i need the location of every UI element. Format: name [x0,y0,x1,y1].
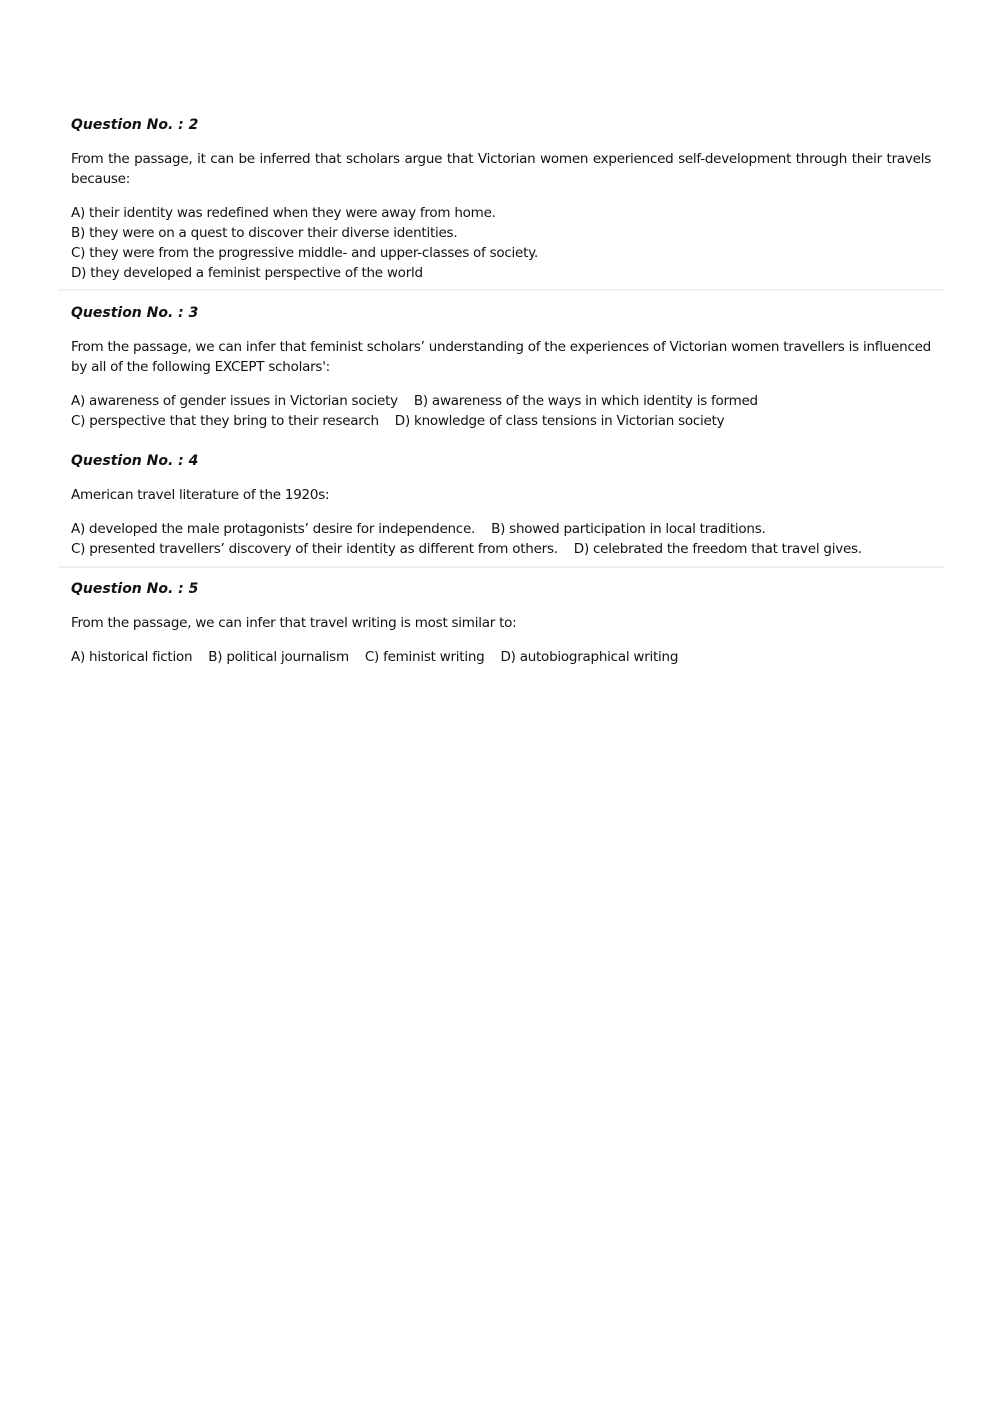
options-list [71,203,931,283]
option-a: A) developed the male protagonists’ desire for independence. [71,521,476,537]
options-list [71,391,931,431]
option-b: B) awareness of the ways in which identity is formed [413,393,758,409]
option-b: B) political journalism [208,649,349,665]
question-4 [71,451,931,559]
question-title: Question No. : 2 [71,117,199,133]
option-d: D) they developed a feminist perspective of the world [71,265,423,281]
question-divider [58,566,944,568]
option-a: A) awareness of gender issues in Victorian society [71,393,398,409]
question-5 [71,579,931,667]
question-text: American travel literature of the 1920s: [71,487,330,503]
question-title: Question No. : 5 [71,581,199,597]
question-title: Question No. : 4 [71,453,199,469]
option-c: C) perspective that they bring to their research [71,413,379,429]
options-list [71,647,931,667]
option-c: C) feminist writing [364,649,485,665]
option-c: C) presented travellers’ discovery of their identity as different from others. [71,541,558,557]
option-c: C) they were from the progressive middle- and upper-classes of society. [71,245,539,261]
option-row [71,519,931,539]
option-b: B) showed participation in local traditions. [491,521,766,537]
question-3 [71,303,931,431]
option-a: A) their identity was redefined when they were away from home. [71,205,496,221]
question-text: From the passage, it can be inferred that scholars argue that Victorian women experienced self-development through their travels because: [71,151,931,187]
option-d: D) celebrated the freedom that travel gives. [573,541,862,557]
option-d: D) autobiographical writing [500,649,679,665]
option-row [71,539,931,559]
question-text: From the passage, we can infer that travel writing is most similar to: [71,615,517,631]
question-2 [71,115,931,283]
question-text: From the passage, we can infer that feminist scholars’ understanding of the experiences of Victorian women travellers is influenced by all of the following EXCEPT scholars': [71,339,931,375]
question-divider [58,289,944,291]
option-b: B) they were on a quest to discover their diverse identities. [71,225,458,241]
option-row [71,391,931,411]
option-row [71,411,931,431]
option-d: D) knowledge of class tensions in Victorian society [394,413,725,429]
option-a: A) historical fiction [71,649,193,665]
option-row [71,647,931,667]
options-list [71,519,931,559]
question-title: Question No. : 3 [71,305,199,321]
